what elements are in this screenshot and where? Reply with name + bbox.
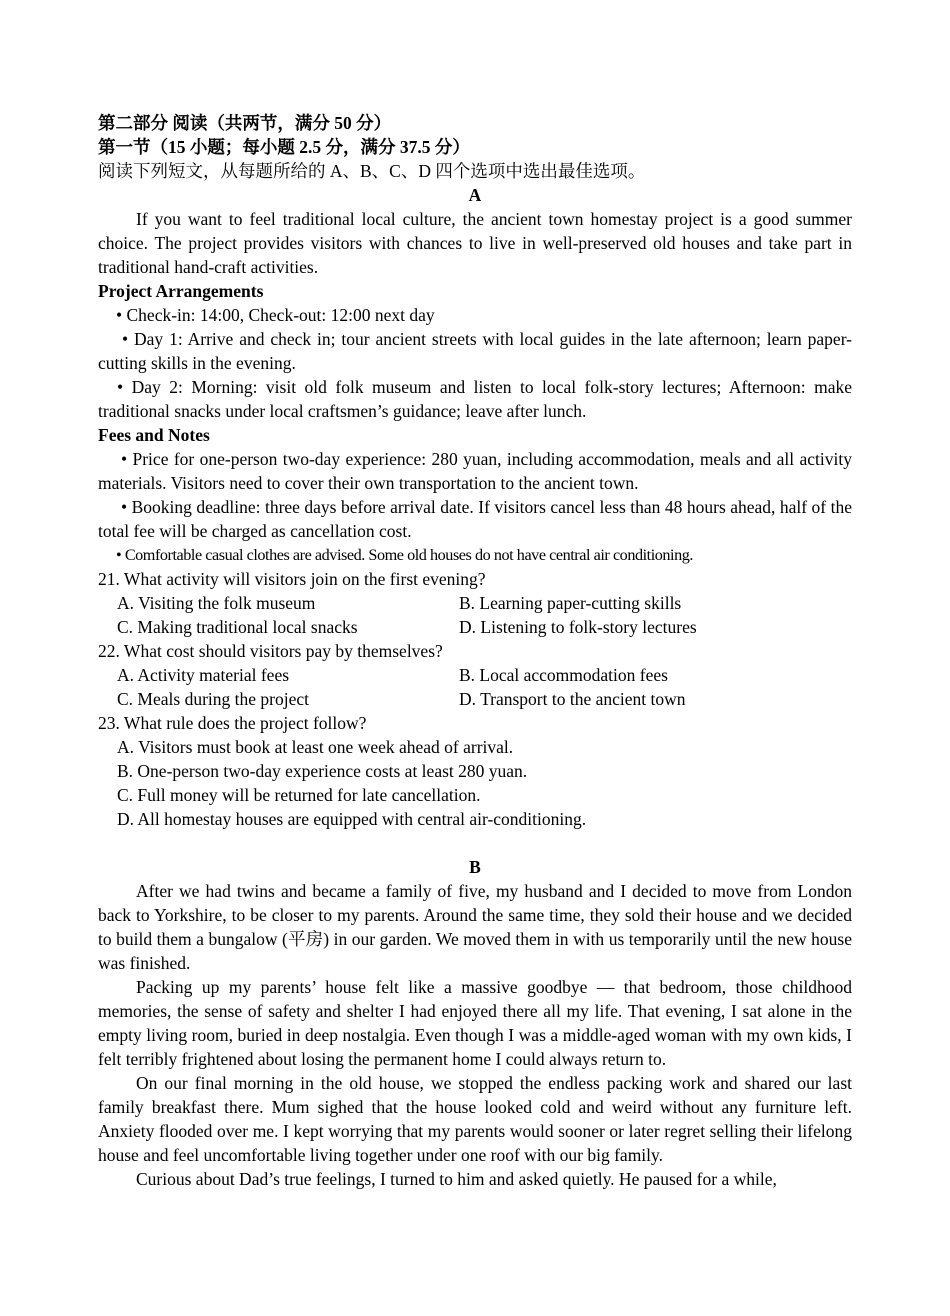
arrangement-item: • Check-in: 14:00, Check-out: 12:00 next day bbox=[116, 305, 435, 325]
fee-item: • Price for one-person two-day experience: 280 yuan, including accommodation, meals and all activity materials. Visitors need to cover their own transportation to the ancient town. bbox=[98, 449, 852, 493]
question-stem: 22. What cost should visitors pay by themselves? bbox=[98, 641, 443, 661]
option-a: A. Activity material fees bbox=[117, 665, 290, 685]
passage-b-label: B bbox=[469, 857, 481, 877]
passage-b-paragraph: After we had twins and became a family of five, my husband and I decided to move from London back to Yorkshire, to be closer to my parents. Around the same time, they sold their house and we decided to build them a bungalow (平房) in our garden. We moved them in with us temporarily until the new house was finished. bbox=[98, 881, 852, 973]
spacer bbox=[98, 831, 852, 855]
question-stem: 23. What rule does the project follow? bbox=[98, 713, 367, 733]
option-row bbox=[98, 663, 852, 687]
question-stem: 21. What activity will visitors join on the first evening? bbox=[98, 569, 486, 589]
section-title: 第二部分 阅读（共两节，满分 50 分） bbox=[98, 113, 392, 133]
option-b: B. One-person two-day experience costs at least 280 yuan. bbox=[117, 761, 528, 781]
fees-heading: Fees and Notes bbox=[98, 425, 210, 445]
arrangement-item: • Day 1: Arrive and check in; tour ancient streets with local guides in the late afternoon; learn paper-cutting skills in the evening. bbox=[98, 329, 852, 373]
passage-b-paragraph: On our final morning in the old house, we stopped the endless packing work and shared our last family breakfast there. Mum sighed that the house looked cold and weird without any furniture left. Anxiety flooded over me. I kept worrying that my parents would sooner or later regret selling their lifelong house and feel uncomfortable living together under one roof with our big family. bbox=[98, 1073, 852, 1165]
option-d: D. Transport to the ancient town bbox=[459, 689, 686, 709]
option-b: B. Learning paper-cutting skills bbox=[459, 593, 682, 613]
option-c: C. Making traditional local snacks bbox=[117, 617, 358, 637]
section-instruction: 阅读下列短文，从每题所给的 A、B、C、D 四个选项中选出最佳选项。 bbox=[98, 161, 646, 181]
passage-a-label: A bbox=[468, 185, 482, 205]
option-b: B. Local accommodation fees bbox=[459, 665, 668, 685]
option-d: D. All homestay houses are equipped with central air-conditioning. bbox=[117, 809, 587, 829]
fee-item: • Comfortable casual clothes are advised. Some old houses do not have central air conditioning. bbox=[116, 546, 693, 564]
section-subtitle: 第一节（15 小题；每小题 2.5 分，满分 37.5 分） bbox=[98, 137, 470, 157]
passage-a-intro: If you want to feel traditional local culture, the ancient town homestay project is a good summer choice. The project provides visitors with chances to live in well-preserved old houses and take part in traditional hand-craft activities. bbox=[98, 209, 852, 277]
arrangement-item: • Day 2: Morning: visit old folk museum and listen to local folk-story lectures; Afternoon: make traditional snacks under local craftsmen’s guidance; leave after lunch. bbox=[98, 377, 852, 421]
option-row bbox=[98, 687, 852, 711]
option-c: C. Meals during the project bbox=[117, 689, 309, 709]
option-c: C. Full money will be returned for late cancellation. bbox=[117, 785, 481, 805]
fee-item: • Booking deadline: three days before arrival date. If visitors cancel less than 48 hours ahead, half of the total fee will be charged as cancellation cost. bbox=[98, 497, 852, 541]
passage-b-paragraph: Packing up my parents’ house felt like a massive goodbye — that bedroom, those childhood memories, the sense of safety and shelter I had enjoyed there all my life. That evening, I sat alone in the empty living room, buried in deep nostalgia. Even though I was a middle-aged woman with my own kids, I felt terribly frightened about losing the permanent home I could always return to. bbox=[98, 977, 852, 1069]
option-row bbox=[98, 615, 852, 639]
passage-b-paragraph: Curious about Dad’s true feelings, I turned to him and asked quietly. He paused for a while, bbox=[136, 1169, 777, 1189]
option-a: A. Visitors must book at least one week ahead of arrival. bbox=[117, 737, 514, 757]
exam-page bbox=[98, 111, 852, 1191]
option-d: D. Listening to folk-story lectures bbox=[459, 617, 697, 637]
option-a: A. Visiting the folk museum bbox=[117, 593, 316, 613]
arrangements-heading: Project Arrangements bbox=[98, 281, 264, 301]
option-row bbox=[98, 591, 852, 615]
